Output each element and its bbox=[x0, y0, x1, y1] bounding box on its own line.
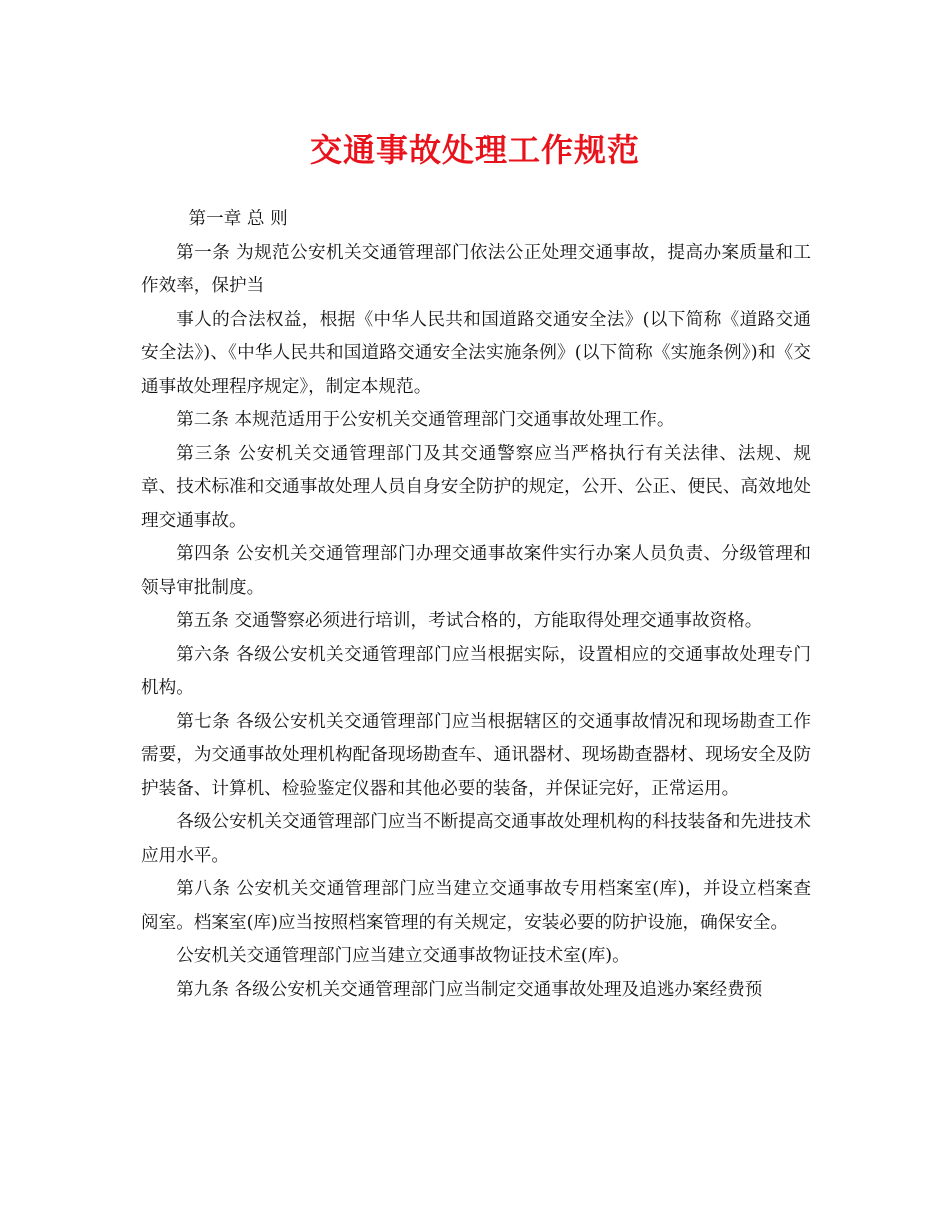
paragraph-article-8-cont: 公安机关交通管理部门应当建立交通事故物证技术室(库)。 bbox=[176, 946, 630, 966]
paragraph-article-3: 第三条 公安机关交通管理部门及其交通警察应当严格执行有关法律、法规、规章、技术标准和交通事故处理人员自身安全防护的规定，公开、公正、便民、高效地处理交通事故。 bbox=[141, 443, 811, 531]
paragraph-article-1-cont: 事人的合法权益，根据《中华人民共和国道路交通安全法》(以下简称《道路交通安全法》)、《中华人民共和国道路交通安全法实施条例》(以下简称《实施条例》)和《交通事故处理程序规定》，制定本规范。 bbox=[141, 309, 811, 397]
paragraph-article-5: 第五条 交通警察必须进行培训，考试合格的，方能取得处理交通事故资格。 bbox=[176, 611, 763, 631]
document-title: 交通事故处理工作规范 bbox=[309, 131, 640, 169]
document-body bbox=[141, 203, 811, 1007]
chapter-heading: 第一章 总 则 bbox=[188, 209, 288, 229]
paragraph-article-8: 第八条 公安机关交通管理部门应当建立交通事故专用档案室(库)，并设立档案查阅室。档案室(库)应当按照档案管理的有关规定，安装必要的防护设施，确保安全。 bbox=[141, 879, 811, 933]
paragraph-article-1: 第一条 为规范公安机关交通管理部门依法公正处理交通事故，提高办案质量和工作效率，保护当 bbox=[141, 242, 811, 296]
paragraph-article-2: 第二条 本规范适用于公安机关交通管理部门交通事故处理工作。 bbox=[176, 410, 675, 430]
paragraph-article-7-cont: 各级公安机关交通管理部门应当不断提高交通事故处理机构的科技装备和先进技术应用水平。 bbox=[141, 812, 811, 866]
paragraph-article-4: 第四条 公安机关交通管理部门办理交通事故案件实行办案人员负责、分级管理和领导审批制度。 bbox=[141, 544, 811, 598]
paragraph-article-7: 第七条 各级公安机关交通管理部门应当根据辖区的交通事故情况和现场勘查工作需要，为交通事故处理机构配备现场勘查车、通讯器材、现场勘查器材、现场安全及防护装备、计算机、检验鉴定仪器和其他必要的装备，并保证完好，正常运用。 bbox=[141, 711, 811, 799]
paragraph-article-6: 第六条 各级公安机关交通管理部门应当根据实际，设置相应的交通事故处理专门机构。 bbox=[141, 644, 811, 698]
paragraph-article-9: 第九条 各级公安机关交通管理部门应当制定交通事故处理及追逃办案经费预 bbox=[176, 979, 763, 1000]
